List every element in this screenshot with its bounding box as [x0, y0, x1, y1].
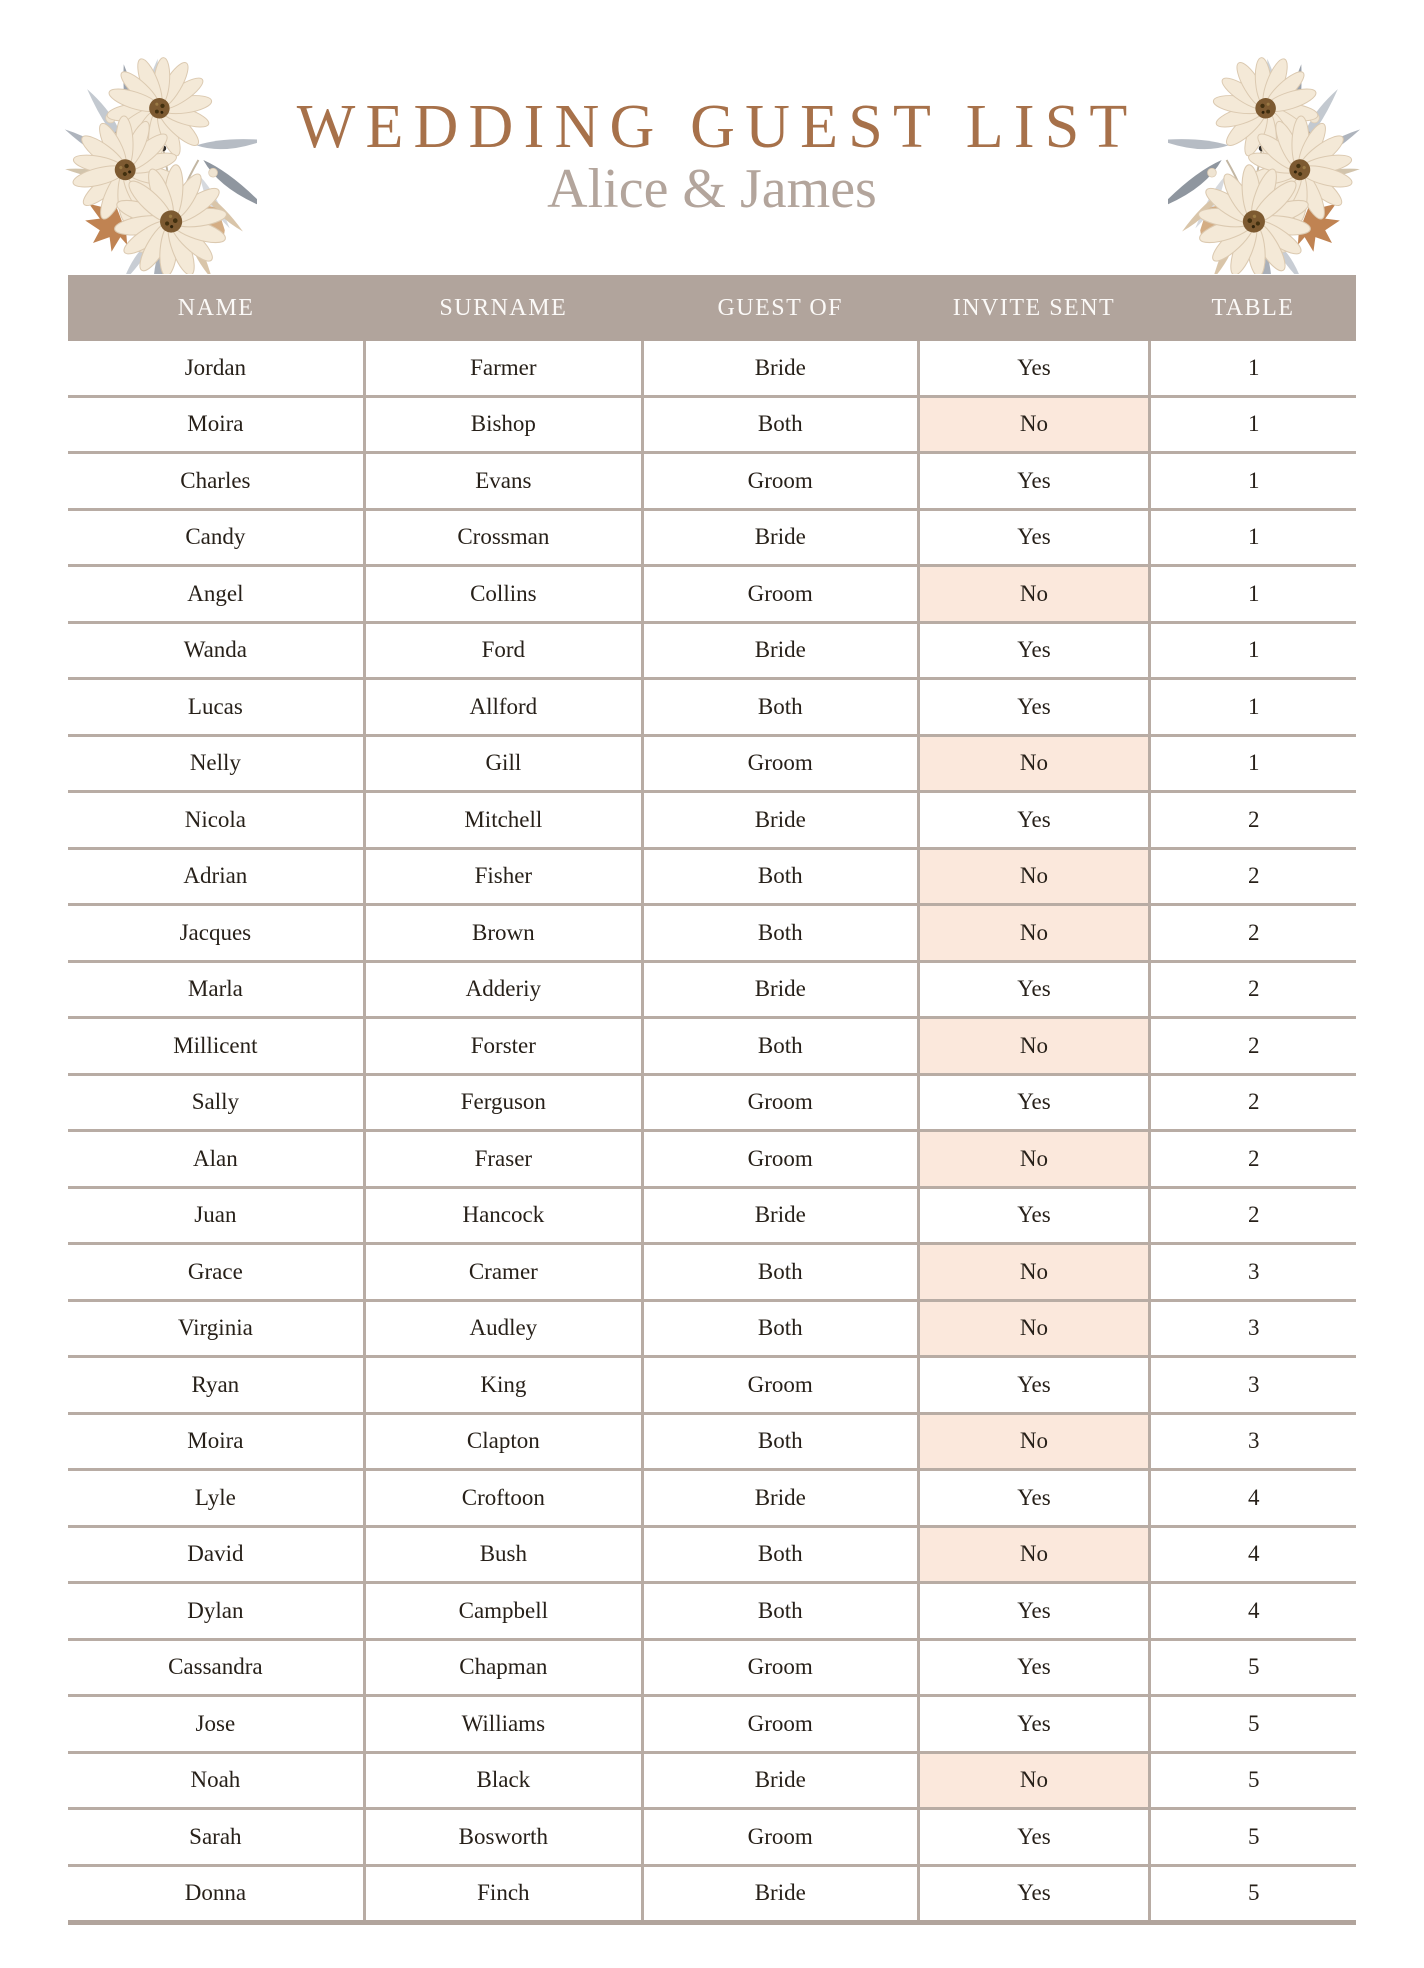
cell-surname: Gill	[364, 735, 642, 792]
table-row	[68, 1357, 1356, 1414]
cell-surname: Bishop	[364, 396, 642, 453]
cell-guest-of: Both	[642, 396, 918, 453]
cell-name: Nelly	[68, 735, 364, 792]
table-row	[68, 1300, 1356, 1357]
cell-table: 1	[1150, 396, 1356, 453]
cell-guest-of: Both	[642, 1300, 918, 1357]
cell-invite-sent: No	[918, 1244, 1150, 1301]
column-header-name: NAME	[68, 275, 364, 341]
cell-surname: Williams	[364, 1696, 642, 1753]
table-row	[68, 1639, 1356, 1696]
table-row	[68, 1583, 1356, 1640]
table-row	[68, 1809, 1356, 1866]
table-header	[68, 275, 1356, 341]
cell-table: 2	[1150, 848, 1356, 905]
cell-invite-sent: Yes	[918, 1470, 1150, 1527]
cell-surname: Mitchell	[364, 792, 642, 849]
table-row	[68, 396, 1356, 453]
cell-invite-sent: Yes	[918, 453, 1150, 510]
cell-name: Juan	[68, 1187, 364, 1244]
cell-table: 1	[1247, 354, 1260, 380]
column-header-guest-of: GUEST OF	[642, 275, 918, 341]
cell-name: Wanda	[68, 622, 364, 679]
cell-invite-sent: Yes	[918, 622, 1150, 679]
cell-table: 2	[1150, 961, 1356, 1018]
table-row	[68, 509, 1356, 566]
cell-guest-of: Both	[642, 679, 918, 736]
cell-surname: Crossman	[364, 509, 642, 566]
cell-name: Ryan	[68, 1357, 364, 1414]
cell-table: 2	[1150, 1018, 1356, 1075]
table-row	[68, 848, 1356, 905]
column-header-table: TABLE	[1150, 275, 1356, 341]
table-row	[68, 1865, 1356, 1923]
cell-invite-sent: Yes	[918, 1809, 1150, 1866]
cell-invite-sent: No	[918, 1131, 1150, 1188]
cell-invite-sent: Yes	[918, 961, 1150, 1018]
cell-surname: Evans	[364, 453, 642, 510]
cell-invite-sent: No	[918, 848, 1150, 905]
cell-guest-of: Groom	[642, 1074, 918, 1131]
cell-table: 1	[1150, 509, 1356, 566]
cell-table: 2	[1150, 1074, 1356, 1131]
cell-invite-sent: Yes	[918, 1187, 1150, 1244]
cell-guest-of: Groom	[642, 453, 918, 510]
cell-table: 1	[1150, 679, 1356, 736]
cell-surname: Cramer	[364, 1244, 642, 1301]
table-row	[68, 792, 1356, 849]
cell-name: Dylan	[68, 1583, 364, 1640]
cell-surname: Fraser	[364, 1131, 642, 1188]
table-row	[68, 1018, 1356, 1075]
cell-table: 2	[1150, 905, 1356, 962]
cell-invite-sent: No	[918, 1413, 1150, 1470]
cell-surname: Chapman	[364, 1639, 642, 1696]
cell-table: 5	[1150, 1809, 1356, 1866]
table-header-row	[68, 275, 1356, 341]
cell-guest-of: Both	[642, 1583, 918, 1640]
table-row	[68, 1526, 1356, 1583]
cell-invite-sent: No	[918, 1300, 1150, 1357]
cell-table: 4	[1150, 1583, 1356, 1640]
cell-invite-sent: No	[918, 396, 1150, 453]
cell-guest-of: Bride	[642, 961, 918, 1018]
cell-guest-of: Both	[642, 848, 918, 905]
cell-name: Cassandra	[68, 1639, 364, 1696]
cell-surname: Bush	[364, 1526, 642, 1583]
cell-guest-of: Bride	[642, 1470, 918, 1527]
cell-name: Marla	[68, 961, 364, 1018]
cell-surname: Croftoon	[364, 1470, 642, 1527]
cell-table: 1	[1150, 735, 1356, 792]
cell-surname: Farmer	[364, 341, 642, 396]
cell-surname: Finch	[364, 1865, 642, 1923]
cell-table: 2	[1150, 792, 1356, 849]
cell-name: Jose	[68, 1696, 364, 1753]
table-row	[68, 1187, 1356, 1244]
cell-invite-sent: Yes	[918, 1696, 1150, 1753]
table-row	[68, 1413, 1356, 1470]
cell-table: 3	[1150, 1300, 1356, 1357]
cell-surname: Fisher	[364, 848, 642, 905]
cell-guest-of: Groom	[642, 1639, 918, 1696]
cell-guest-of: Bride	[642, 1187, 918, 1244]
cell-name: David	[68, 1526, 364, 1583]
table-body	[68, 341, 1356, 1923]
cell-invite-sent: Yes	[918, 1583, 1150, 1640]
cell-name: Moira	[68, 396, 364, 453]
guest-table-container	[68, 275, 1356, 1925]
cell-surname: Adderiy	[364, 961, 642, 1018]
cell-table: 5	[1150, 1865, 1356, 1923]
cell-name: Lucas	[68, 679, 364, 736]
table-row	[68, 1131, 1356, 1188]
cell-name: Alan	[68, 1131, 364, 1188]
cell-invite-sent: Yes	[918, 1074, 1150, 1131]
cell-surname: Audley	[364, 1300, 642, 1357]
table-row	[68, 1074, 1356, 1131]
table-row	[68, 1470, 1356, 1527]
table-row	[68, 453, 1356, 510]
couple-names-subtitle: Alice & James	[547, 158, 877, 220]
cell-name: Candy	[68, 509, 364, 566]
cell-invite-sent: Yes	[918, 1865, 1150, 1923]
cell-name: Sally	[68, 1074, 364, 1131]
cell-invite-sent: No	[918, 1752, 1150, 1809]
cell-invite-sent: Yes	[918, 679, 1150, 736]
cell-table: 4	[1150, 1470, 1356, 1527]
cell-invite-sent: Yes	[918, 1639, 1150, 1696]
cell-name: Noah	[68, 1752, 364, 1809]
cell-guest-of: Bride	[642, 509, 918, 566]
cell-surname: Black	[364, 1752, 642, 1809]
cell-table: 3	[1150, 1244, 1356, 1301]
cell-name: Donna	[68, 1865, 364, 1923]
cell-surname: Collins	[364, 566, 642, 623]
cell-guest-of: Both	[642, 905, 918, 962]
cell-guest-of: Bride	[642, 1865, 918, 1923]
cell-surname: Clapton	[364, 1413, 642, 1470]
cell-invite-sent: No	[918, 1018, 1150, 1075]
table-row	[68, 1696, 1356, 1753]
cell-name: Angel	[68, 566, 364, 623]
cell-guest-of: Bride	[642, 341, 918, 396]
cell-name: Adrian	[68, 848, 364, 905]
cell-surname: Hancock	[364, 1187, 642, 1244]
cell-invite-sent: No	[918, 735, 1150, 792]
cell-surname: Bosworth	[364, 1809, 642, 1866]
cell-invite-sent: Yes	[918, 341, 1150, 396]
cell-table: 5	[1150, 1752, 1356, 1809]
cell-invite-sent: No	[918, 566, 1150, 623]
cell-name: Jacques	[68, 905, 364, 962]
cell-name: Nicola	[68, 792, 364, 849]
page-title: WEDDING GUEST LIST	[296, 93, 1138, 161]
table-row	[68, 622, 1356, 679]
table-row	[68, 961, 1356, 1018]
cell-invite-sent: Yes	[918, 792, 1150, 849]
cell-surname: Allford	[364, 679, 642, 736]
cell-guest-of: Groom	[642, 1357, 918, 1414]
table-row	[68, 1244, 1356, 1301]
cell-name: Virginia	[68, 1300, 364, 1357]
cell-guest-of: Groom	[642, 566, 918, 623]
cell-surname: King	[364, 1357, 642, 1414]
cell-table: 2	[1150, 1187, 1356, 1244]
cell-guest-of: Groom	[642, 1696, 918, 1753]
cell-surname: Ford	[364, 622, 642, 679]
cell-name: Charles	[68, 453, 364, 510]
cell-guest-of: Bride	[642, 792, 918, 849]
cell-guest-of: Bride	[642, 622, 918, 679]
column-header-invite-sent: INVITE SENT	[918, 275, 1150, 341]
cell-name: Grace	[68, 1244, 364, 1301]
column-header-surname: SURNAME	[364, 275, 642, 341]
table-row	[68, 735, 1356, 792]
cell-invite-sent: Yes	[918, 509, 1150, 566]
cell-table: 2	[1150, 1131, 1356, 1188]
cell-table: 5	[1150, 1639, 1356, 1696]
cell-name: Jordan	[68, 341, 364, 396]
cell-guest-of: Both	[642, 1413, 918, 1470]
table-row	[68, 1752, 1356, 1809]
cell-table: 5	[1150, 1696, 1356, 1753]
cell-guest-of: Groom	[642, 735, 918, 792]
cell-surname: Campbell	[364, 1583, 642, 1640]
guest-table	[68, 275, 1356, 1925]
cell-surname: Ferguson	[364, 1074, 642, 1131]
table-row	[68, 905, 1356, 962]
cell-guest-of: Bride	[642, 1752, 918, 1809]
cell-table: 1	[1150, 566, 1356, 623]
cell-table: 3	[1150, 1413, 1356, 1470]
cell-invite-sent: Yes	[918, 1357, 1150, 1414]
cell-guest-of: Both	[642, 1244, 918, 1301]
cell-invite-sent: No	[918, 905, 1150, 962]
cell-table: 1	[1150, 453, 1356, 510]
cell-table: 1	[1150, 622, 1356, 679]
cell-guest-of: Both	[642, 1018, 918, 1075]
cell-name: Millicent	[68, 1018, 364, 1075]
cell-invite-sent: No	[918, 1526, 1150, 1583]
cell-surname: Brown	[364, 905, 642, 962]
cell-table: 4	[1150, 1526, 1356, 1583]
table-row	[68, 679, 1356, 736]
cell-name: Lyle	[68, 1470, 364, 1527]
cell-guest-of: Groom	[642, 1131, 918, 1188]
cell-surname: Forster	[364, 1018, 642, 1075]
cell-table: 3	[1150, 1357, 1356, 1414]
table-row	[68, 566, 1356, 623]
table-row	[68, 341, 1356, 396]
cell-guest-of: Groom	[642, 1809, 918, 1866]
cell-name: Sarah	[68, 1809, 364, 1866]
cell-guest-of: Both	[642, 1526, 918, 1583]
cell-name: Moira	[68, 1413, 364, 1470]
